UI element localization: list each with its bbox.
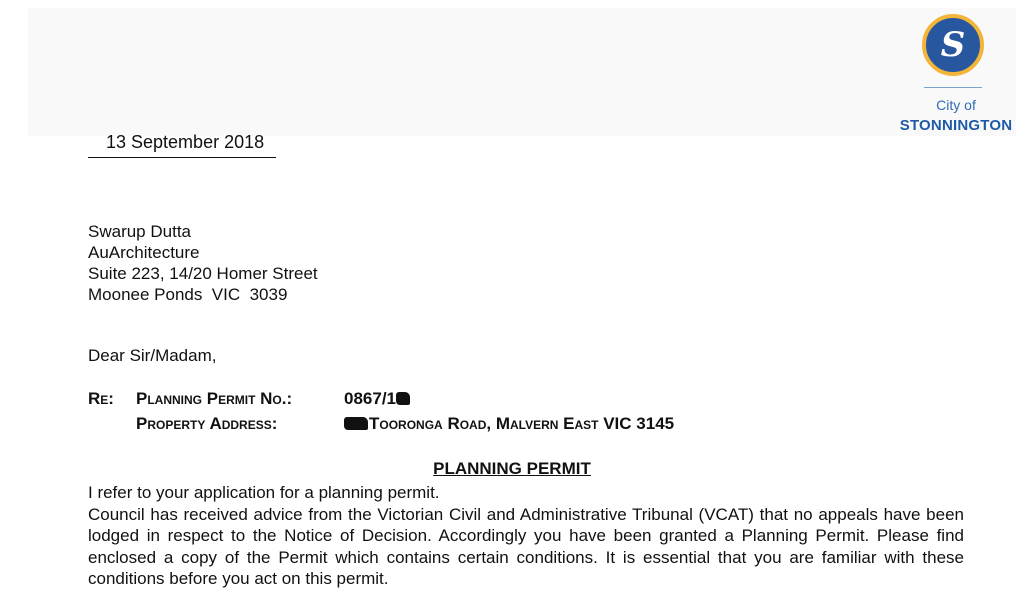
- logo-divider: [924, 87, 982, 88]
- redaction-mark: [396, 392, 410, 405]
- recipient-suburb: Moonee Ponds VIC 3039: [88, 285, 288, 304]
- logo-council-name: STONNINGTON: [899, 117, 1013, 134]
- body-paragraph: Council has received advice from the Victorian Civil and Administrative Tribunal (VCAT) that no appeals have been lodged in respect to the Notice of Decision. Accordingly you have been granted a Planning Permit. Please find enclosed a copy of the Permit which contains certain conditions. It is essential that you are familiar with these conditions before you act on this permit.: [88, 504, 964, 588]
- property-address-row: [136, 414, 675, 434]
- date-text: 13 September 2018: [106, 132, 265, 152]
- letter-body: [88, 482, 964, 590]
- logo-city-label: City of: [936, 97, 976, 113]
- recipient-company: AuArchitecture: [88, 243, 200, 262]
- property-address-label: Property Address:: [136, 414, 278, 433]
- permit-number-row: [136, 389, 396, 409]
- letterhead-band: [28, 8, 1016, 136]
- permit-number-label: Planning Permit No.:: [136, 389, 293, 408]
- council-logo: [898, 14, 1018, 139]
- logo-emblem: [922, 14, 984, 76]
- property-address-value-wrap: [344, 414, 674, 434]
- letter-date: [88, 131, 276, 158]
- property-address-value: Tooronga Road, Malvern East VIC 3145: [369, 414, 675, 433]
- recipient-name: Swarup Dutta: [88, 222, 191, 241]
- logo-letter: S: [940, 25, 966, 65]
- re-label: Re:: [88, 389, 114, 408]
- recipient-street: Suite 223, 14/20 Homer Street: [88, 264, 318, 283]
- permit-number-value: 0867/1: [344, 389, 396, 408]
- permit-number-value-wrap: [344, 389, 410, 409]
- recipient-address: [88, 221, 318, 305]
- salutation: Dear Sir/Madam,: [88, 346, 217, 365]
- document-heading: PLANNING PERMIT: [433, 459, 591, 478]
- body-paragraph: I refer to your application for a planning permit.: [88, 483, 440, 502]
- redaction-mark: [344, 417, 368, 430]
